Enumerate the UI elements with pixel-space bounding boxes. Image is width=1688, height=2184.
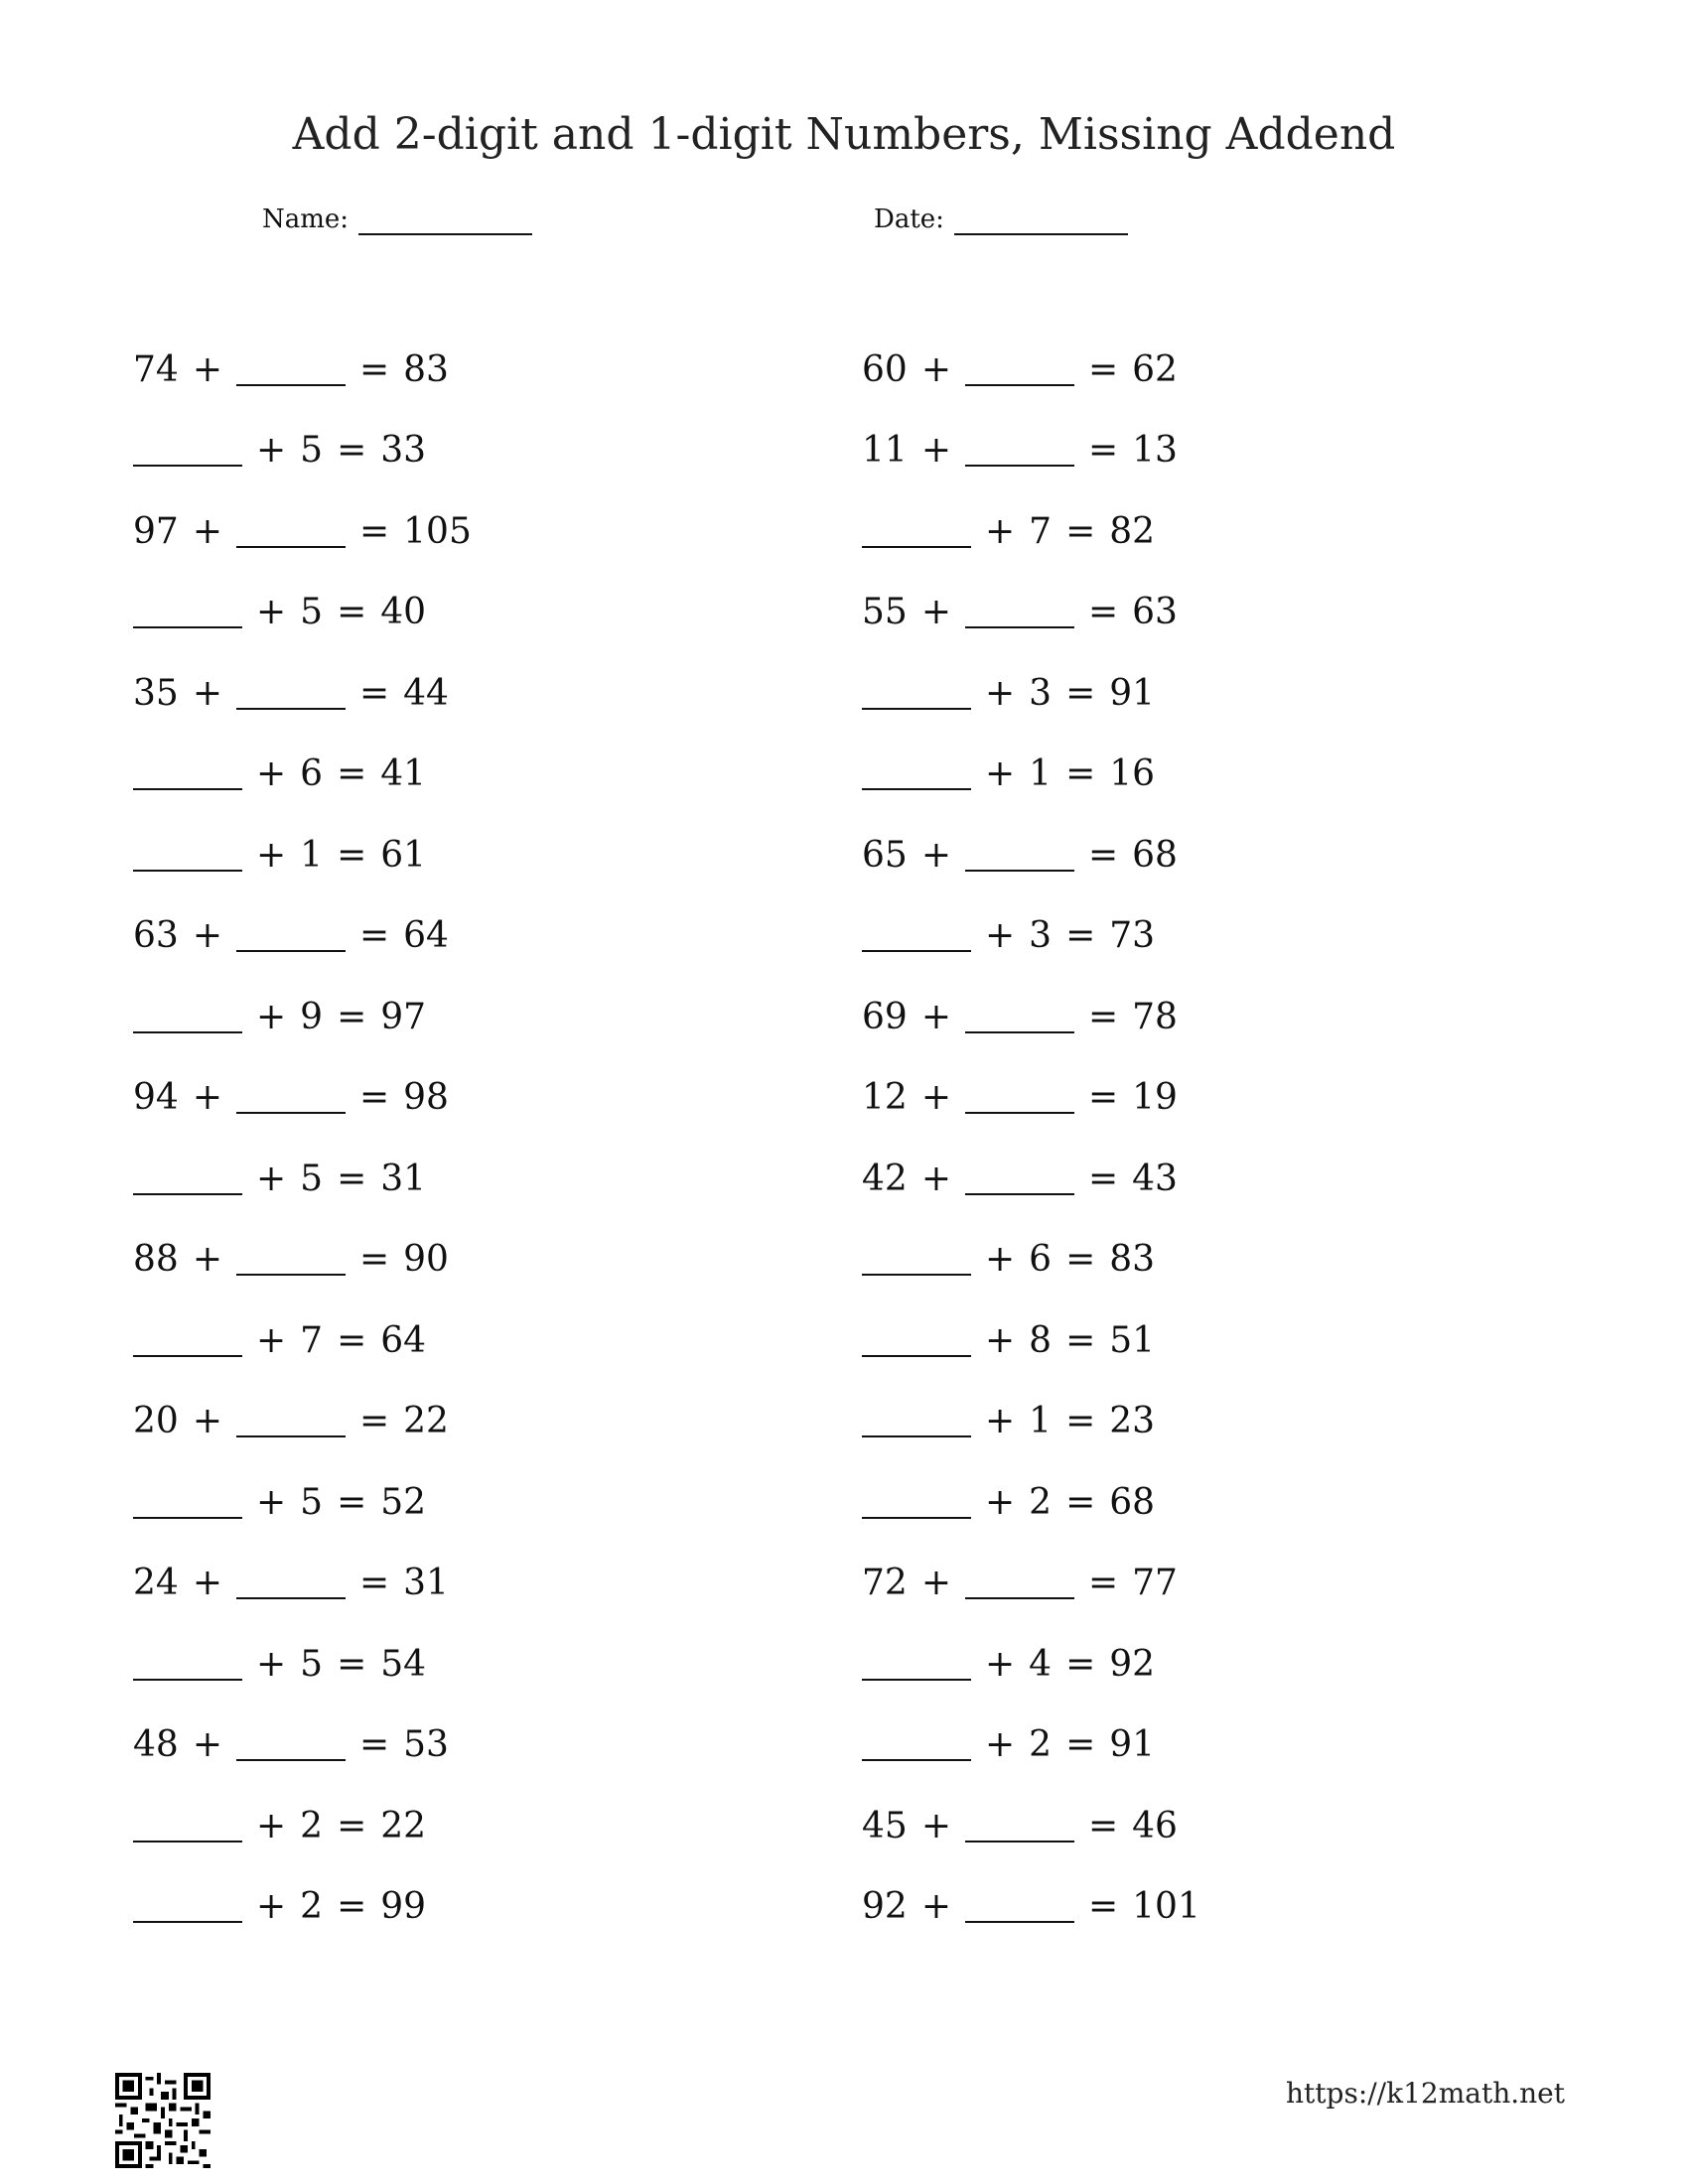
equals-sign: = xyxy=(337,753,367,795)
problem-row xyxy=(862,977,1200,1058)
missing-addend-blank[interactable] xyxy=(133,1171,242,1195)
equals-sign: = xyxy=(358,915,390,957)
equals-sign: = xyxy=(1065,1239,1096,1281)
missing-addend-blank[interactable] xyxy=(862,1737,971,1761)
sum-value: 23 xyxy=(1109,1401,1156,1442)
plus-sign: + xyxy=(192,1401,222,1442)
second-addend: 6 xyxy=(300,753,324,795)
plus-sign: + xyxy=(985,1724,1016,1766)
equals-sign: = xyxy=(1087,1077,1119,1119)
equals-sign: = xyxy=(337,1643,367,1685)
first-addend: 72 xyxy=(862,1563,908,1604)
sum-value: 31 xyxy=(403,1563,449,1604)
plus-sign: + xyxy=(192,510,222,552)
first-addend: 11 xyxy=(862,430,908,472)
problem-row xyxy=(862,491,1200,573)
sum-value: 83 xyxy=(1109,1239,1156,1281)
second-addend: 2 xyxy=(1029,1481,1053,1523)
missing-addend-blank[interactable] xyxy=(965,605,1074,628)
sum-value: 33 xyxy=(380,430,427,472)
sum-value: 22 xyxy=(403,1401,449,1442)
plus-sign: + xyxy=(256,753,287,795)
missing-addend-blank[interactable] xyxy=(133,1495,242,1519)
problem-row xyxy=(133,1462,472,1544)
equals-sign: = xyxy=(337,1886,367,1928)
problem-row xyxy=(133,1544,472,1625)
second-addend: 8 xyxy=(1029,1319,1053,1361)
sum-value: 73 xyxy=(1109,915,1156,957)
plus-sign: + xyxy=(192,672,222,714)
first-addend: 74 xyxy=(133,348,179,390)
problem-row xyxy=(133,1867,472,1949)
equals-sign: = xyxy=(358,1239,390,1281)
plus-sign: + xyxy=(920,834,951,876)
problem-row xyxy=(133,1382,472,1463)
second-addend: 5 xyxy=(300,430,324,472)
missing-addend-blank[interactable] xyxy=(236,928,346,952)
missing-addend-blank[interactable] xyxy=(236,1737,346,1761)
missing-addend-blank[interactable] xyxy=(965,848,1074,872)
sum-value: 51 xyxy=(1109,1319,1156,1361)
missing-addend-blank[interactable] xyxy=(133,848,242,872)
sum-value: 62 xyxy=(1132,348,1178,390)
equals-sign: = xyxy=(1065,1401,1096,1442)
problem-row xyxy=(862,1624,1200,1706)
plus-sign: + xyxy=(985,510,1016,552)
equals-sign: = xyxy=(358,1077,390,1119)
second-addend: 3 xyxy=(1029,672,1053,714)
equals-sign: = xyxy=(1087,348,1119,390)
missing-addend-blank[interactable] xyxy=(862,1252,971,1276)
plus-sign: + xyxy=(920,1563,951,1604)
missing-addend-blank[interactable] xyxy=(965,1010,1074,1033)
second-addend: 5 xyxy=(300,1158,324,1199)
sum-value: 97 xyxy=(380,996,427,1037)
missing-addend-blank[interactable] xyxy=(965,1171,1074,1195)
qr-code-icon xyxy=(115,2073,211,2168)
equals-sign: = xyxy=(1087,430,1119,472)
problem-row xyxy=(862,1544,1200,1625)
name-blank-line[interactable] xyxy=(358,209,532,235)
sum-value: 77 xyxy=(1132,1563,1178,1604)
plus-sign: + xyxy=(985,753,1016,795)
equals-sign: = xyxy=(358,1724,390,1766)
missing-addend-blank[interactable] xyxy=(236,1252,346,1276)
first-addend: 92 xyxy=(862,1886,908,1928)
missing-addend-blank[interactable] xyxy=(862,766,971,790)
sum-value: 44 xyxy=(403,672,449,714)
problem-row xyxy=(862,1139,1200,1220)
plus-sign: + xyxy=(920,348,951,390)
problem-row xyxy=(133,1220,472,1301)
problem-row xyxy=(862,653,1200,735)
equals-sign: = xyxy=(337,1158,367,1199)
problem-row xyxy=(133,573,472,654)
problem-row xyxy=(133,1786,472,1867)
plus-sign: + xyxy=(192,1077,222,1119)
sum-value: 64 xyxy=(380,1319,427,1361)
problem-row xyxy=(133,491,472,573)
missing-addend-blank[interactable] xyxy=(133,1010,242,1033)
missing-addend-blank[interactable] xyxy=(965,1899,1074,1923)
second-addend: 1 xyxy=(1029,1401,1053,1442)
equals-sign: = xyxy=(1065,1319,1096,1361)
first-addend: 55 xyxy=(862,592,908,633)
problem-row xyxy=(862,330,1200,411)
plus-sign: + xyxy=(256,1158,287,1199)
page-title: Add 2-digit and 1-digit Numbers, Missing Addend xyxy=(292,109,1396,160)
missing-addend-blank[interactable] xyxy=(133,1657,242,1681)
sum-value: 91 xyxy=(1109,672,1156,714)
missing-addend-blank[interactable] xyxy=(236,1090,346,1114)
missing-addend-blank[interactable] xyxy=(965,443,1074,467)
first-addend: 97 xyxy=(133,510,179,552)
plus-sign: + xyxy=(256,1643,287,1685)
missing-addend-blank[interactable] xyxy=(862,1495,971,1519)
sum-value: 52 xyxy=(380,1481,427,1523)
problem-row xyxy=(862,1058,1200,1140)
first-addend: 65 xyxy=(862,834,908,876)
equals-sign: = xyxy=(337,1319,367,1361)
missing-addend-blank[interactable] xyxy=(862,524,971,548)
sum-value: 31 xyxy=(380,1158,427,1199)
equals-sign: = xyxy=(358,672,390,714)
sum-value: 41 xyxy=(380,753,427,795)
equals-sign: = xyxy=(1065,915,1096,957)
plus-sign: + xyxy=(192,1239,222,1281)
plus-sign: + xyxy=(985,1401,1016,1442)
equals-sign: = xyxy=(337,592,367,633)
problem-row xyxy=(862,1300,1200,1382)
equals-sign: = xyxy=(358,510,390,552)
sum-value: 91 xyxy=(1109,1724,1156,1766)
problem-row xyxy=(133,735,472,816)
plus-sign: + xyxy=(985,1481,1016,1523)
equals-sign: = xyxy=(337,1805,367,1846)
problem-row xyxy=(862,815,1200,896)
missing-addend-blank[interactable] xyxy=(133,1819,242,1843)
sum-value: 13 xyxy=(1132,430,1178,472)
problem-row xyxy=(133,1624,472,1706)
problem-row xyxy=(862,1220,1200,1301)
sum-value: 99 xyxy=(380,1886,427,1928)
problem-row xyxy=(862,1382,1200,1463)
missing-addend-blank[interactable] xyxy=(965,1819,1074,1843)
second-addend: 4 xyxy=(1029,1643,1053,1685)
first-addend: 45 xyxy=(862,1805,908,1846)
sum-value: 16 xyxy=(1109,753,1156,795)
second-addend: 2 xyxy=(1029,1724,1053,1766)
problem-row xyxy=(133,1139,472,1220)
missing-addend-blank[interactable] xyxy=(133,766,242,790)
problem-row xyxy=(133,1058,472,1140)
first-addend: 42 xyxy=(862,1158,908,1199)
missing-addend-blank[interactable] xyxy=(862,1414,971,1437)
plus-sign: + xyxy=(985,915,1016,957)
sum-value: 92 xyxy=(1109,1643,1156,1685)
sum-value: 64 xyxy=(403,915,449,957)
first-addend: 63 xyxy=(133,915,179,957)
footer-url[interactable]: https://k12math.net xyxy=(1285,2077,1565,2110)
sum-value: 90 xyxy=(403,1239,449,1281)
plus-sign: + xyxy=(192,1724,222,1766)
plus-sign: + xyxy=(985,1643,1016,1685)
equals-sign: = xyxy=(337,430,367,472)
sum-value: 83 xyxy=(403,348,449,390)
plus-sign: + xyxy=(256,592,287,633)
plus-sign: + xyxy=(920,1886,951,1928)
first-addend: 60 xyxy=(862,348,908,390)
second-addend: 2 xyxy=(300,1886,324,1928)
equals-sign: = xyxy=(1065,1481,1096,1523)
missing-addend-blank[interactable] xyxy=(236,362,346,386)
missing-addend-blank[interactable] xyxy=(862,686,971,710)
first-addend: 88 xyxy=(133,1239,179,1281)
equals-sign: = xyxy=(1065,1724,1096,1766)
problem-row xyxy=(862,1462,1200,1544)
equals-sign: = xyxy=(1087,1563,1119,1604)
second-addend: 5 xyxy=(300,1481,324,1523)
equals-sign: = xyxy=(358,348,390,390)
second-addend: 5 xyxy=(300,1643,324,1685)
missing-addend-blank[interactable] xyxy=(236,524,346,548)
equals-sign: = xyxy=(1065,1643,1096,1685)
second-addend: 1 xyxy=(1029,753,1053,795)
equals-sign: = xyxy=(337,996,367,1037)
date-field[interactable] xyxy=(874,204,1128,235)
plus-sign: + xyxy=(256,1805,287,1846)
missing-addend-blank[interactable] xyxy=(862,928,971,952)
second-addend: 6 xyxy=(1029,1239,1053,1281)
first-addend: 94 xyxy=(133,1077,179,1119)
equals-sign: = xyxy=(337,834,367,876)
name-field[interactable] xyxy=(262,204,532,235)
sum-value: 105 xyxy=(403,510,472,552)
sum-value: 101 xyxy=(1132,1886,1200,1928)
equals-sign: = xyxy=(1087,1158,1119,1199)
problem-row xyxy=(133,1300,472,1382)
problem-row xyxy=(133,896,472,978)
plus-sign: + xyxy=(920,592,951,633)
problem-row xyxy=(862,735,1200,816)
missing-addend-blank[interactable] xyxy=(965,1090,1074,1114)
problem-row xyxy=(862,1786,1200,1867)
missing-addend-blank[interactable] xyxy=(133,443,242,467)
plus-sign: + xyxy=(920,1158,951,1199)
equals-sign: = xyxy=(1087,1805,1119,1846)
plus-sign: + xyxy=(192,1563,222,1604)
sum-value: 53 xyxy=(403,1724,449,1766)
plus-sign: + xyxy=(256,996,287,1037)
plus-sign: + xyxy=(256,430,287,472)
equals-sign: = xyxy=(358,1563,390,1604)
plus-sign: + xyxy=(192,915,222,957)
problem-row xyxy=(133,411,472,492)
sum-value: 63 xyxy=(1132,592,1178,633)
problem-row xyxy=(133,653,472,735)
sum-value: 54 xyxy=(380,1643,427,1685)
problem-row xyxy=(862,1706,1200,1787)
equals-sign: = xyxy=(1087,996,1119,1037)
missing-addend-blank[interactable] xyxy=(965,1575,1074,1599)
second-addend: 1 xyxy=(300,834,324,876)
sum-value: 61 xyxy=(380,834,427,876)
problem-row xyxy=(133,1706,472,1787)
plus-sign: + xyxy=(192,348,222,390)
equals-sign: = xyxy=(1087,834,1119,876)
sum-value: 68 xyxy=(1132,834,1178,876)
equals-sign: = xyxy=(337,1481,367,1523)
second-addend: 3 xyxy=(1029,915,1053,957)
sum-value: 82 xyxy=(1109,510,1156,552)
sum-value: 46 xyxy=(1132,1805,1178,1846)
sum-value: 43 xyxy=(1132,1158,1178,1199)
plus-sign: + xyxy=(920,1805,951,1846)
right-problem-column xyxy=(862,330,1200,1948)
missing-addend-blank[interactable] xyxy=(862,1657,971,1681)
plus-sign: + xyxy=(985,1239,1016,1281)
second-addend: 7 xyxy=(300,1319,324,1361)
sum-value: 19 xyxy=(1132,1077,1178,1119)
first-addend: 48 xyxy=(133,1724,179,1766)
plus-sign: + xyxy=(985,1319,1016,1361)
first-addend: 24 xyxy=(133,1563,179,1604)
problem-row xyxy=(862,1867,1200,1949)
missing-addend-blank[interactable] xyxy=(965,362,1074,386)
missing-addend-blank[interactable] xyxy=(236,686,346,710)
missing-addend-blank[interactable] xyxy=(236,1414,346,1437)
problem-row xyxy=(133,977,472,1058)
equals-sign: = xyxy=(1087,592,1119,633)
plus-sign: + xyxy=(256,834,287,876)
sum-value: 78 xyxy=(1132,996,1178,1037)
sum-value: 40 xyxy=(380,592,427,633)
first-addend: 35 xyxy=(133,672,179,714)
plus-sign: + xyxy=(920,996,951,1037)
missing-addend-blank[interactable] xyxy=(133,1333,242,1357)
sum-value: 68 xyxy=(1109,1481,1156,1523)
equals-sign: = xyxy=(1065,753,1096,795)
equals-sign: = xyxy=(358,1401,390,1442)
left-problem-column xyxy=(133,330,472,1948)
plus-sign: + xyxy=(256,1319,287,1361)
problem-row xyxy=(862,573,1200,654)
second-addend: 5 xyxy=(300,592,324,633)
equals-sign: = xyxy=(1065,510,1096,552)
missing-addend-blank[interactable] xyxy=(236,1575,346,1599)
equals-sign: = xyxy=(1087,1886,1119,1928)
problem-row xyxy=(133,815,472,896)
first-addend: 69 xyxy=(862,996,908,1037)
name-label: Name: xyxy=(262,205,350,234)
first-addend: 12 xyxy=(862,1077,908,1119)
missing-addend-blank[interactable] xyxy=(862,1333,971,1357)
second-addend: 2 xyxy=(300,1805,324,1846)
sum-value: 98 xyxy=(403,1077,449,1119)
plus-sign: + xyxy=(256,1886,287,1928)
plus-sign: + xyxy=(256,1481,287,1523)
second-addend: 9 xyxy=(300,996,324,1037)
second-addend: 7 xyxy=(1029,510,1053,552)
equals-sign: = xyxy=(1065,672,1096,714)
date-blank-line[interactable] xyxy=(954,209,1128,235)
date-label: Date: xyxy=(874,205,944,234)
missing-addend-blank[interactable] xyxy=(133,1899,242,1923)
plus-sign: + xyxy=(920,430,951,472)
problem-row xyxy=(862,411,1200,492)
problem-row xyxy=(862,896,1200,978)
plus-sign: + xyxy=(985,672,1016,714)
missing-addend-blank[interactable] xyxy=(133,605,242,628)
first-addend: 20 xyxy=(133,1401,179,1442)
problem-row xyxy=(133,330,472,411)
sum-value: 22 xyxy=(380,1805,427,1846)
plus-sign: + xyxy=(920,1077,951,1119)
